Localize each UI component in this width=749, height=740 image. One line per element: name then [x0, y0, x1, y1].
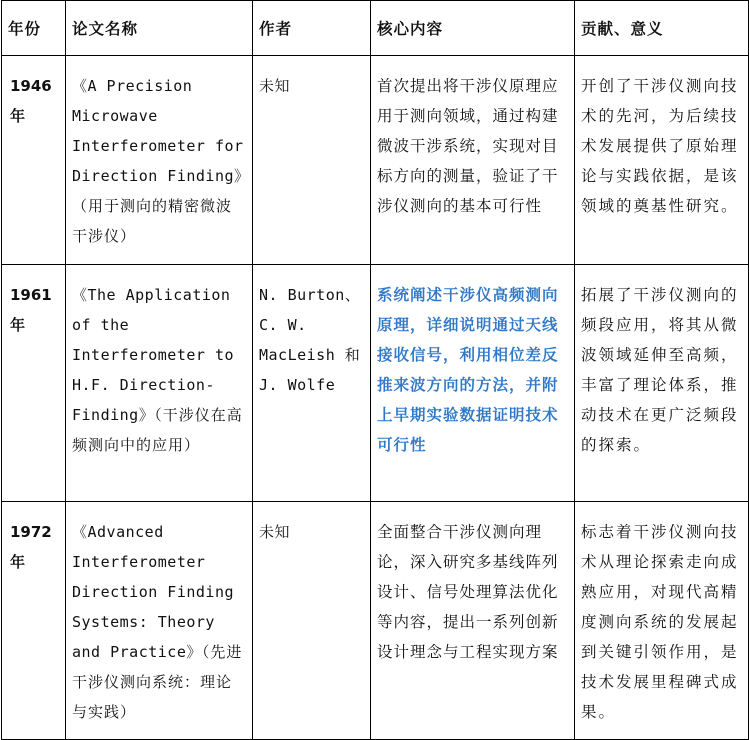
papers-table: [1, 0, 749, 740]
contribution-cell: 标志着干涉仪测向技术从理论探索走向成熟应用，对现代高精度测向系统的发展起到关键引领作用，是技术发展里程碑式成果。: [575, 502, 749, 740]
authors-cell: N. Burton、C. W. MacLeish 和 J. Wolfe: [253, 265, 371, 502]
header-title: 论文名称: [66, 1, 253, 56]
contribution-cell: 开创了干涉仪测向技术的先河，为后续技术发展提供了原始理论与实践依据，是该领域的奠基性研究。: [575, 56, 749, 265]
title-cn: （先进干涉仪测向系统：理论与实践）: [72, 643, 243, 721]
table-row: [2, 265, 749, 502]
title-en: 《The Application of the Interferometer to H.F. Direction-Finding》: [72, 286, 235, 424]
title-cell: [66, 265, 253, 502]
content-cell-highlighted: 系统阐述干涉仪高频测向原理，详细说明通过天线接收信号，利用相位差反推来波方向的方法，并附上早期实验数据证明技术可行性: [371, 265, 575, 502]
content-cell: 全面整合干涉仪测向理论，深入研究多基线阵列设计、信号处理算法优化等内容，提出一系列创新设计理念与工程实现方案: [371, 502, 575, 740]
contribution-cell: 拓展了干涉仪测向的频段应用，将其从微波领域延伸至高频，丰富了理论体系，推动技术在更广泛频段的探索。: [575, 265, 749, 502]
title-en: 《A Precision Microwave Interferometer for Direction Finding》: [72, 77, 250, 185]
header-authors: 作者: [253, 1, 371, 56]
header-content: 核心内容: [371, 1, 575, 56]
table-row: [2, 56, 749, 265]
title-cn: （干涉仪在高频测向中的应用）: [72, 406, 243, 454]
content-cell: 首次提出将干涉仪原理应用于测向领域，通过构建微波干涉系统，实现对目标方向的测量，验证了干涉仪测向的基本可行性: [371, 56, 575, 265]
year-cell: 1961 年: [2, 265, 66, 502]
title-en: 《Advanced Interferometer Direction Finding Systems: Theory and Practice》: [72, 523, 235, 661]
title-cell: [66, 56, 253, 265]
header-contribution: 贡献、意义: [575, 1, 749, 56]
year-cell: 1946 年: [2, 56, 66, 265]
authors-cell: 未知: [253, 56, 371, 265]
title-cell: [66, 502, 253, 740]
header-row: [2, 1, 749, 56]
title-cn: （用于测向的精密微波干涉仪）: [72, 197, 233, 245]
authors-cell: 未知: [253, 502, 371, 740]
header-year: 年份: [2, 1, 66, 56]
year-cell: 1972 年: [2, 502, 66, 740]
table-row: [2, 502, 749, 740]
